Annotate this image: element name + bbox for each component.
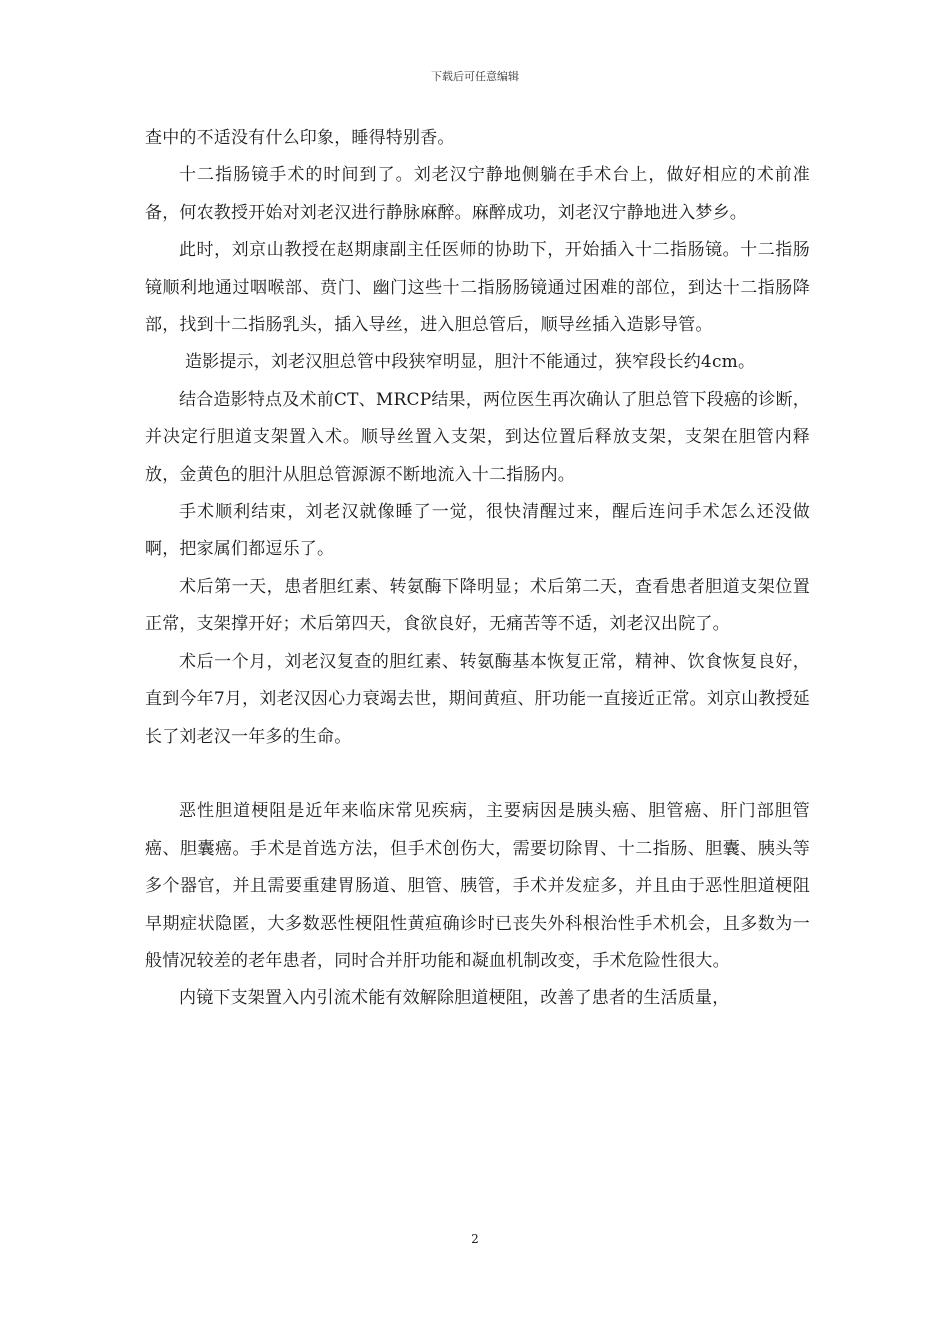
paragraph: 手术顺利结束，刘老汉就像睡了一觉，很快清醒过来，醒后连问手术怎么还没做啊，把家属们都逗乐了。 [145, 502, 810, 560]
page-number: 2 [471, 1232, 479, 1246]
paragraph: 术后一个月，刘老汉复查的胆红素、转氨酶基本恢复正常，精神、饮食恢复良好，直到今年7月，刘老汉因心力衰竭去世，期间黄疸、肝功能一直接近正常。刘京山教授延长了刘老汉一年多的生命。 [145, 651, 810, 747]
paragraph: 此时，刘京山教授在赵期康副主任医师的协助下，开始插入十二指肠镜。十二指肠镜顺利地通过咽喉部、贲门、幽门这些十二指肠肠镜通过困难的部位，到达十二指肠降部，找到十二指肠乳头，插入导丝，进入胆总管后，顺导丝插入造影导管。 [145, 240, 810, 336]
blank-line [145, 756, 810, 793]
paragraph: 术后第一天，患者胆红素、转氨酶下降明显；术后第二天，查看患者胆道支架位置正常，支架撑开好；术后第四天，食欲良好，无痛苦等不适，刘老汉出院了。 [145, 576, 810, 635]
paragraph: 十二指肠镜手术的时间到了。刘老汉宁静地侧躺在手术台上，做好相应的术前准备，何农教授开始对刘老汉进行静脉麻醉。麻醉成功，刘老汉宁静地进入梦乡。 [145, 165, 810, 223]
page-header: 下载后可任意编辑 [431, 70, 519, 83]
document-body [145, 120, 810, 1018]
paragraph: 内镜下支架置入内引流术能有效解除胆道梗阻，改善了患者的生活质量， [179, 988, 730, 1009]
paragraph: 造影提示，刘老汉胆总管中段狭窄明显，胆汁不能通过，狭窄段长约4cm。 [184, 352, 756, 373]
paragraph: 恶性胆道梗阻是近年来临床常见疾病，主要病因是胰头癌、胆管癌、肝门部胆管癌、胆囊癌。手术是首选方法，但手术创伤大，需要切除胃、十二指肠、胆囊、胰头等多个器官，并且需要重建胃肠道、胆管、胰管，手术并发症多，并且由于恶性胆道梗阻早期症状隐匿，大多数恶性梗阻性黄疸确诊时已丧失外科根治性手术机会，且多数为一般情况较差的老年患者，同时合并肝功能和凝血机制改变，手术危险性很大。 [145, 801, 810, 971]
paragraph: 结合造影特点及术前CT、MRCP结果，两位医生再次确认了胆总管下段癌的诊断，并决定行胆道支架置入术。顺导丝置入支架，到达位置后释放支架，支架在胆管内释放，金黄色的胆汁从胆总管源源不断地流入十二指肠内。 [145, 389, 810, 485]
paragraph-continuation: 查中的不适没有什么印象，睡得特别香。 [145, 128, 455, 148]
